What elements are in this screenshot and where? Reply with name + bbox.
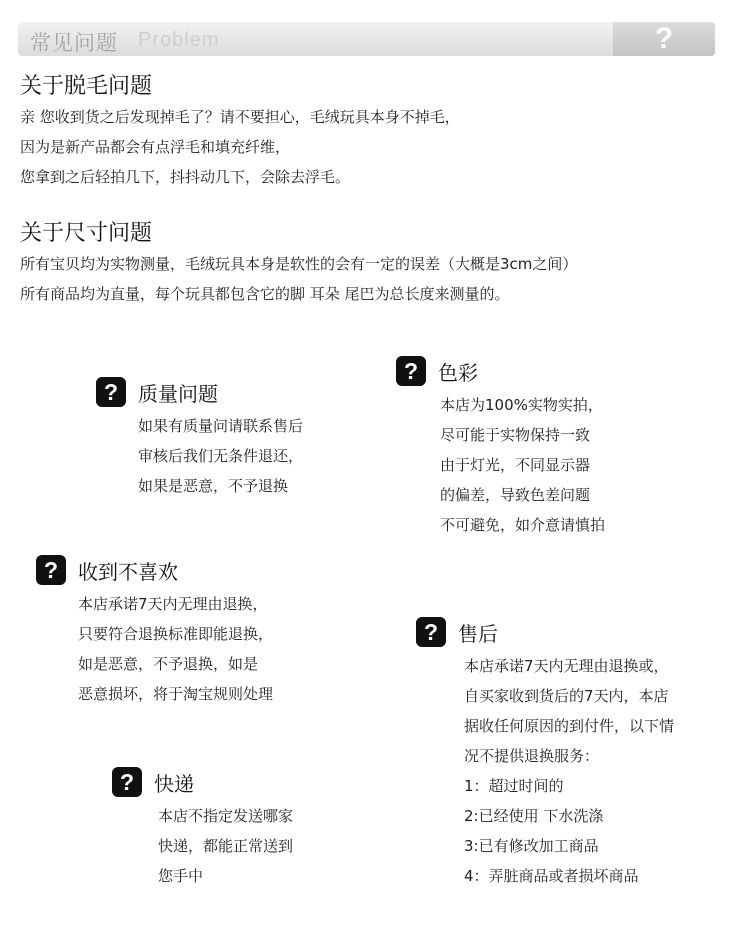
card-line: 2:已经使用 下水洗涤 — [464, 807, 604, 825]
section-size — [20, 219, 577, 309]
card-line: 况不提供退换服务： — [464, 747, 600, 765]
card-line: 本店为100%实物实拍， — [440, 396, 603, 414]
header-title: 常见问题 — [30, 31, 118, 55]
section-shedding — [20, 72, 460, 192]
card-line: 如果有质量问请联系售后 — [138, 417, 304, 435]
card-line: 尽可能于实物保持一致 — [440, 426, 591, 444]
card-title: 快递 — [154, 771, 194, 796]
card-line: 如是恶意，不予退换，如是 — [78, 655, 259, 673]
section-title: 关于脱毛问题 — [20, 74, 153, 99]
card-title: 售后 — [458, 621, 498, 646]
section-line: 所有宝贝均为实物测量，毛绒玩具本身是软性的会有一定的误差（大概是3cm之间） — [20, 255, 578, 273]
section-line: 您拿到之后轻拍几下，抖抖动几下，会除去浮毛。 — [20, 168, 351, 186]
card-line: 您手中 — [158, 867, 204, 885]
card-dislike — [36, 553, 273, 709]
card-line: 的偏差，导致色差问题 — [440, 486, 591, 504]
card-line: 3:已有修改加工商品 — [464, 837, 599, 855]
card-title: 质量问题 — [138, 381, 218, 406]
card-line: 快递，都能正常送到 — [158, 837, 294, 855]
section-line: 因为是新产品都会有点浮毛和填充纤维， — [20, 138, 291, 156]
card-aftersale — [416, 615, 674, 891]
card-line: 只要符合退换标准即能退换， — [78, 625, 274, 643]
question-mark-icon: ? — [36, 555, 66, 585]
card-line: 4：弄脏商品或者损坏商品 — [464, 867, 639, 885]
question-mark-icon: ? — [396, 356, 426, 386]
card-quality — [96, 375, 303, 501]
section-title: 关于尺寸问题 — [20, 221, 153, 246]
card-line: 审核后我们无条件退还， — [138, 447, 304, 465]
card-line: 如果是恶意，不予退换 — [138, 477, 289, 495]
card-line: 自买家收到货后的7天内，本店 — [464, 687, 669, 705]
card-line: 不可避免，如介意请慎拍 — [440, 516, 606, 534]
card-title: 色彩 — [438, 360, 478, 385]
question-mark-icon: ? — [416, 617, 446, 647]
card-color — [396, 354, 605, 540]
card-line: 本店承诺7天内无理由退换或， — [464, 657, 669, 675]
question-mark-icon: ? — [112, 767, 142, 797]
faq-header-bar — [18, 22, 715, 56]
card-title: 收到不喜欢 — [78, 559, 178, 584]
card-line: 本店承诺7天内无理由退换， — [78, 595, 268, 613]
question-mark-icon: ? — [96, 377, 126, 407]
card-line: 由于灯光，不同显示器 — [440, 456, 591, 474]
header-subtitle: Problem — [138, 29, 220, 51]
card-express — [112, 765, 293, 891]
card-line: 恶意损坏，将于淘宝规则处理 — [78, 685, 274, 703]
section-line: 所有商品均为直量，每个玩具都包含它的脚 耳朵 尾巴为总长度来测量的。 — [20, 285, 510, 303]
card-line: 1：超过时间的 — [464, 777, 564, 795]
card-line: 据收任何原因的到付件，以下情 — [464, 717, 675, 735]
card-line: 本店不指定发送哪家 — [158, 807, 294, 825]
question-mark-icon: ? — [613, 22, 715, 56]
section-line: 亲 您收到货之后发现掉毛了？请不要担心，毛绒玩具本身不掉毛， — [20, 108, 460, 126]
